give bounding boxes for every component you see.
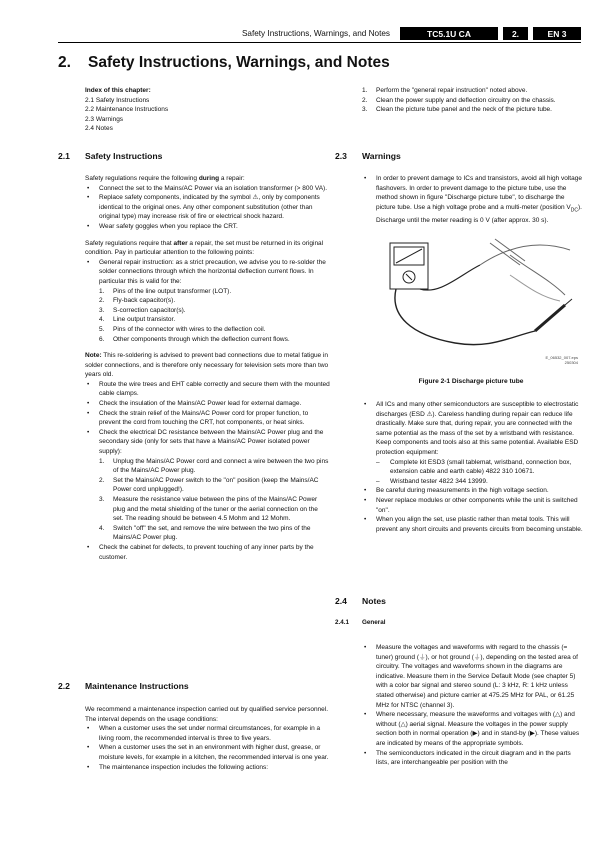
subscript: DC (570, 207, 578, 214)
subsection-title: General (362, 619, 386, 626)
item-number: 3. (99, 496, 105, 503)
text-run: Safety regulations require the following (85, 175, 199, 182)
item-text: In order to prevent damage to ICs and transistors, avoid all high voltage flashovers. In order to prevent damage to the picture tube, use the method shown in figure "Discharge picture tube", to discharge the picture tube. Use a high voltage probe and a multi-meter (position V (376, 175, 582, 211)
list-item (99, 325, 330, 335)
list-item (99, 476, 330, 495)
item-text: Clean the picture tube panel and the neck of the picture tube. (376, 106, 552, 114)
section-number: 2.4 (335, 596, 347, 606)
subsection-number: 2.4.1 (335, 619, 350, 626)
section-title: Maintenance Instructions (85, 681, 189, 691)
emphasis-after: after (173, 239, 188, 247)
item-text: Switch "off" the set, and remove the wire between the two pins of the Mains/AC Power plug. (113, 524, 311, 542)
item-text: Measure the resistance value between the pins of the Mains/AC Power plug and the metal shielding of the tuner or the aerial connection on the set. The reading should be between 4.5 Mohm and 12 Mohm. (113, 496, 318, 523)
list-item (99, 296, 330, 306)
section-title: Safety Instructions (85, 151, 163, 161)
list-item (99, 315, 330, 325)
running-header-title: Safety Instructions, Warnings, and Notes (241, 29, 390, 38)
header-rule (58, 42, 581, 43)
chapter-title-text: Safety Instructions, Warnings, and Notes (88, 54, 390, 71)
section-heading-2-2 (58, 681, 308, 693)
list-item: • When a customer uses the set under normal circumstances, for example in a living room, the recommended interval is three to five years. (85, 724, 330, 743)
bullet-list (85, 724, 330, 772)
list-item (99, 335, 330, 345)
index-item: 2.2 Maintenance Instructions (85, 106, 169, 114)
item-text: Clean the power supply and deflection circuitry on the chassis. (376, 96, 556, 104)
dial-mark (406, 274, 412, 280)
item-number: 4. (99, 524, 105, 532)
section-body-2-2 (85, 705, 330, 772)
subsection-heading-2-4-1 (335, 619, 580, 629)
item-number: 3. (99, 306, 105, 314)
section-number: 2.1 (58, 151, 70, 161)
list-item (99, 524, 330, 543)
item-text: Pins of the connector with wires to the deflection coil. (113, 325, 266, 333)
page-number-badge: EN 3 (533, 27, 581, 40)
list-item: • Connect the set to the Mains/AC Power via an isolation transformer (> 800 VA). (85, 184, 330, 194)
item-text: Line output transistor. (113, 316, 176, 324)
list-item: – Wristband tester 4822 344 13999. (376, 477, 584, 487)
item-text: Set the Mains/AC Power switch to the "on" position (keep the Mains/AC Power cord unplugged!). (113, 476, 319, 494)
section-heading-2-4 (335, 596, 580, 608)
figure-caption: Figure 2-1 Discharge picture tube (418, 378, 524, 385)
section-title: Notes (362, 596, 386, 606)
item-number: 1. (99, 287, 105, 295)
bullet-list (85, 258, 330, 287)
section-heading-2-3 (335, 151, 580, 163)
discharge-picture-tube-figure (360, 235, 582, 375)
index-item: 2.1 Safety Instructions (85, 96, 150, 104)
list-item: • Wear safety goggles when you replace the CRT. (85, 222, 330, 232)
tube-neck (510, 275, 560, 301)
chapter-title (58, 54, 390, 72)
item-text: Perform the "general repair instruction" noted above. (376, 87, 528, 94)
tube-anode (490, 239, 525, 265)
item-number: 2. (362, 96, 368, 104)
list-item: • Check the insulation of the Mains/AC Power lead for external damage. (85, 399, 330, 409)
bullet-list (85, 380, 330, 457)
chapter-index (85, 86, 325, 134)
list-item: • Measure the voltages and waveforms with regard to the chassis (= tuner) ground (⏚), or hot ground (⏚), depending on the tested area of circuitry. The voltages and waveforms shown in the diagrams are indicative. Measure them in the Service Default Mode (see chapter 5) with a color bar signal and stereo sound (L: 3 kHz, R: 1 kHz unless stated otherwise) and picture carrier at 475.25 MHz for PAL, or 61.25 MHz for NTSC (channel 3). (362, 643, 584, 710)
bullet-list (85, 184, 330, 232)
section-number: 2.2 (58, 681, 70, 691)
paragraph: We recommend a maintenance inspection carried out by qualified service personnel. The interval depends on the usage conditions: (85, 706, 329, 723)
item-number: 2. (99, 476, 105, 484)
item-text: Pins of the line output transformer (LOT). (113, 287, 232, 295)
bullet-list (85, 543, 330, 562)
list-item: • The maintenance inspection includes the following actions: (85, 763, 330, 773)
numbered-list (362, 86, 584, 115)
list-item: • Check the electrical DC resistance between the Mains/AC Power plug and the secondary side (only for sets that have a Mains/AC Power isolated power supply): (85, 428, 330, 457)
list-item: • Route the wire trees and EHT cable correctly and secure them with the mounted cable clamps. (85, 380, 330, 399)
list-item (362, 105, 584, 115)
figure-code: E_06532_007.eps (545, 355, 578, 360)
chapter-badge: 2. (503, 27, 528, 40)
meter-needle (396, 249, 422, 263)
numbered-list (85, 287, 330, 345)
note-paragraph (85, 351, 330, 380)
bullet-list (362, 643, 584, 768)
list-item: • The semiconductors indicated in the circuit diagram and in the parts lists, are interchangeable per position with the (362, 749, 584, 768)
emphasis-during: during (198, 175, 220, 182)
paragraph (85, 239, 330, 258)
model-badge: TC5.1U CA (400, 27, 498, 40)
bullet-list (362, 174, 584, 225)
item-text: Other components through which the deflection current flows. (113, 335, 290, 343)
list-item (99, 495, 330, 524)
index-item: 2.4 Notes (85, 125, 113, 133)
item-number: 1. (99, 457, 105, 465)
section-title: Warnings (362, 151, 401, 161)
hv-probe (535, 305, 565, 331)
list-item (362, 174, 584, 225)
item-number: 1. (362, 87, 368, 94)
section-body-2-1 (85, 174, 330, 562)
list-item: • When you align the set, use plastic rather than metal tools. This will prevent any short circuits and prevents circuits from becoming unstable. (362, 515, 584, 534)
list-item: • Check the strain relief of the Mains/AC Power cord for proper function, to prevent the cord from touching the CRT, hot components, or heat sinks. (85, 409, 330, 428)
warnings-first-item (362, 174, 584, 225)
note-label: Note: (85, 352, 102, 360)
index-heading: Index of this chapter: (85, 87, 151, 94)
item-text: Fly-back capacitor(s). (113, 297, 176, 305)
ground-lead (420, 265, 480, 290)
item-text: ). Discharge until the meter reading is 0 V (after approx. 30 s). (376, 203, 582, 224)
item-text: Unplug the Mains/AC Power cord and connect a wire between the two pins of the Mains/AC Power plug. (113, 457, 329, 475)
chapter-number: 2. (58, 54, 71, 71)
section-number: 2.3 (335, 151, 347, 161)
list-item: • When a customer uses the set in an environment with higher dust, grease, or moisture levels, for example in a kitchen, the recommended interval is one year. (85, 743, 330, 762)
warnings-esd (362, 400, 584, 534)
item-number: 5. (99, 325, 105, 333)
text-run: a repair: (219, 175, 245, 182)
maintenance-actions-list (362, 86, 584, 115)
list-item: • Be careful during measurements in the high voltage section. (362, 486, 584, 496)
paragraph (85, 174, 330, 184)
index-item: 2.3 Warnings (85, 115, 124, 123)
item-number: 6. (99, 335, 105, 343)
list-item: • All ICs and many other semiconductors are susceptible to electrostatic discharges (ESD ⚠). Careless handling during repair can reduce life drastically. Make sure that, during repair, you are connected with the same potential as the mass of the set by a wristband with resistance. Keep components and tools also at this same potential. Available ESD protection equipment: (362, 400, 584, 458)
item-number: 4. (99, 316, 105, 324)
bullet-list (362, 486, 584, 534)
dash-list (362, 458, 584, 487)
list-item: • Check the cabinet for defects, to prevent touching of any inner parts by the customer. (85, 543, 330, 562)
bullet-list (362, 400, 584, 458)
list-item (362, 86, 584, 96)
note-text: This re-soldering is advised to prevent bad connections due to metal fatigue in solder connections, and is therefore only necessary for television sets more than two years old. (85, 352, 329, 379)
notes-general-body (362, 643, 584, 768)
section-heading-2-1 (58, 151, 308, 163)
item-number: 2. (99, 297, 105, 305)
multimeter-body (390, 243, 428, 289)
item-text: S-correction capacitor(s). (113, 306, 186, 314)
text-run: Safety regulations require that (85, 239, 174, 247)
list-item (99, 287, 330, 297)
list-item (362, 96, 584, 106)
probe-tip (565, 299, 572, 305)
numbered-list (85, 457, 330, 543)
list-item: • Where necessary, measure the waveforms and voltages with (△) and without (△) aerial signal. Measure the voltages in the power supply section both in normal operation (▶) and in stand-by (▶). These values are indicated by means of the appropriate symbols. (362, 710, 584, 748)
item-number: 3. (362, 106, 368, 114)
picture-tube-outline (480, 245, 570, 295)
list-item: • General repair instruction: as a strict precaution, we advise you to re-solder the solder connections through which the horizontal deflection current flows. In particular this is valid for the: (85, 258, 330, 287)
list-item: • Replace safety components, indicated by the symbol ⚠, only by components identical to the original ones. Any other component substitution (other than original type) may increase risk of fire or electrical shock hazard. (85, 193, 330, 222)
list-item: • Never replace modules or other components while the unit is switched "on". (362, 496, 584, 515)
figure-date: 250304 (564, 360, 578, 365)
list-item (99, 306, 330, 316)
probe-lead (395, 289, 535, 345)
list-item (99, 457, 330, 476)
list-item: – Complete kit ESD3 (small tablemat, wristband, connection box, extension cable and earth cable) 4822 310 10671. (376, 458, 584, 477)
text-run: a repair, the set must be returned in its original condition. Pay in particular attention to the following points: (85, 239, 324, 257)
